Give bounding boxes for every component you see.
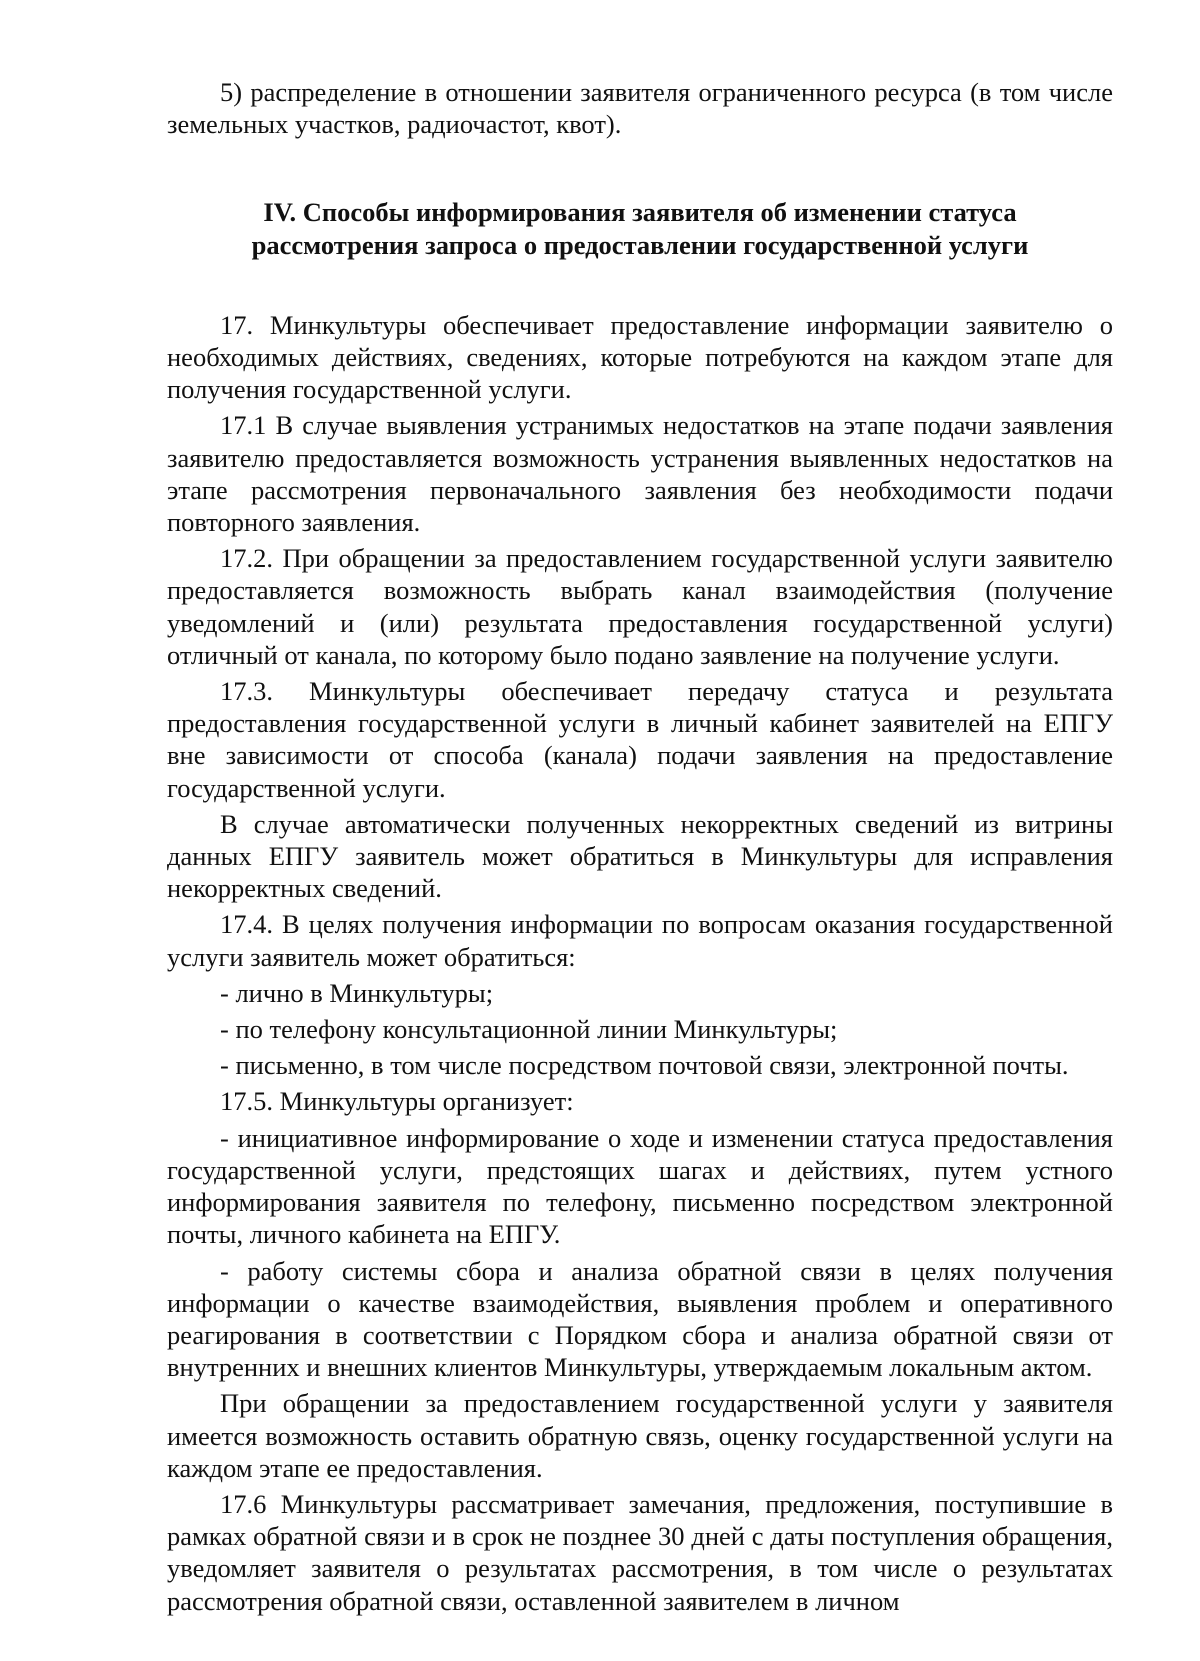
section-heading-line-1: IV. Способы информирования заявителя об изменении статуса bbox=[263, 197, 1017, 228]
list-item-feedback-system: - работу системы сбора и анализа обратной связи в целях получения информации о качестве взаимодействия, выявления проблем и оперативного реагирования в соответствии с Порядком сбора и анализа обратной связи от внутренних и внешних клиентов Минкультуры, утверждаемым локальным актом. bbox=[167, 1255, 1113, 1383]
intro-list-item: 5) распределение в отношении заявителя ограниченного ресурса (в том числе земельных участков, радиочастот, квот). bbox=[167, 77, 1113, 140]
list-item-proactive-informing: - инициативное информирование о ходе и изменении статуса предоставления государственной услуги, предстоящих шагах и действиях, путем устного информирования заявителя по телефону, письменно посредством электронной почты, личного кабинета на ЕПГУ. bbox=[167, 1122, 1113, 1250]
paragraph-17-3: 17.3. Минкультуры обеспечивает передачу статуса и результата предоставления государственной услуги в личный кабинет заявителей на ЕПГУ вне зависимости от способа (канала) подачи заявления на предоставление государственной услуги. bbox=[167, 676, 1113, 803]
section-heading-line-2: рассмотрения запроса о предоставлении государственной услуги bbox=[251, 229, 1029, 260]
paragraph-17-4: 17.4. В целях получения информации по вопросам оказания государственной услуги заявитель может обратиться: bbox=[167, 909, 1113, 972]
list-item-in-person: - лично в Минкультуры; bbox=[220, 977, 494, 1008]
document-body bbox=[167, 76, 1113, 1617]
paragraph-feedback-possibility: При обращении за предоставлением государственной услуги у заявителя имеется возможность оставить обратную связь, оценку государственной услуги на каждом этапе ее предоставления. bbox=[167, 1388, 1113, 1483]
paragraph-incorrect-data: В случае автоматически полученных некорректных сведений из витрины данных ЕПГУ заявитель может обратиться в Минкультуры для исправления некорректных сведений. bbox=[167, 808, 1113, 904]
paragraph-17: 17. Минкультуры обеспечивает предоставление информации заявителю о необходимых действиях, сведениях, которые потребуются на каждом этапе для получения государственной услуги. bbox=[167, 309, 1113, 405]
list-item-written: - письменно, в том числе посредством почтовой связи, электронной почты. bbox=[220, 1050, 1069, 1081]
paragraph-17-5: 17.5. Минкультуры организует: bbox=[220, 1086, 574, 1117]
paragraph-17-2: 17.2. При обращении за предоставлением государственной услуги заявителю предоставляется возможность выбрать канал взаимодействия (получение уведомлений и (или) результата предоставления государственной услуги) отличный от канала, по которому было подано заявление на получение услуги. bbox=[167, 543, 1113, 670]
section-heading bbox=[167, 196, 1113, 260]
list-item-phone: - по телефону консультационной линии Минкультуры; bbox=[220, 1014, 838, 1045]
paragraph-17-6: 17.6 Минкультуры рассматривает замечания, предложения, поступившие в рамках обратной связи и в срок не позднее 30 дней с даты поступления обращения, уведомляет заявителя о результатах рассмотрения, в том числе о результатах рассмотрения обратной связи, оставленной заявителем в личном bbox=[167, 1488, 1113, 1616]
paragraph-17-1: 17.1 В случае выявления устранимых недостатков на этапе подачи заявления заявителю предоставляется возможность устранения выявленных недостатков на этапе рассмотрения первоначального заявления без необходимости подачи повторного заявления. bbox=[167, 410, 1113, 538]
